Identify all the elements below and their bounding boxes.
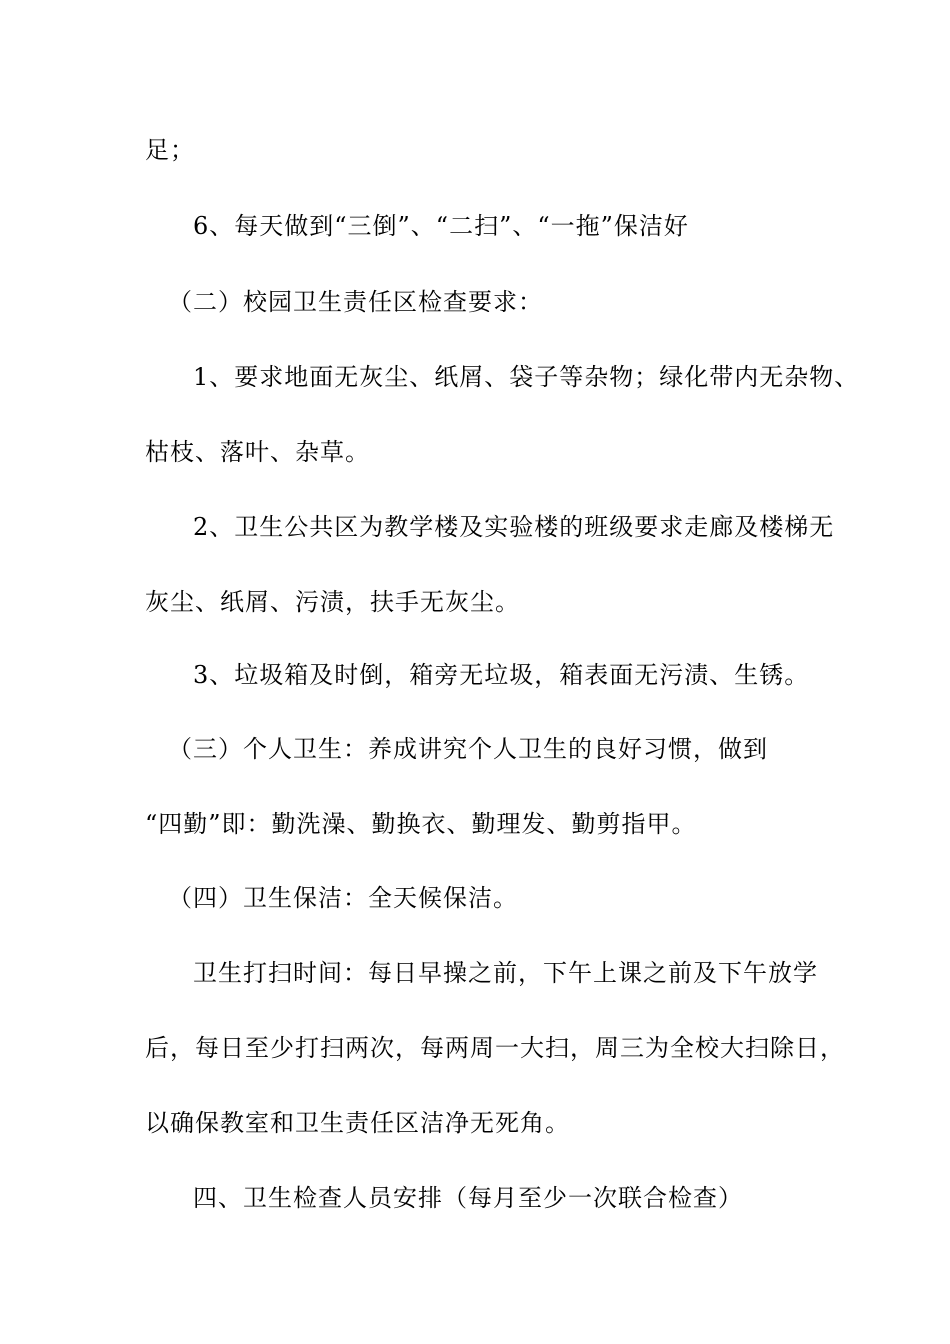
text-line-continuation: 足； [145, 136, 195, 164]
section-heading-4: （四）卫生保洁：全天候保洁。 [168, 884, 518, 912]
text-line-item-1: 1、要求地面无灰尘、纸屑、袋子等杂物；绿化带内无杂物、 [193, 363, 860, 391]
text-line-item-3: 3、垃圾箱及时倒，箱旁无垃圾，箱表面无污渍、生锈。 [193, 661, 810, 689]
text-line-item-6: 6、每天做到“三倒”、“二扫”、“一拖”保洁好 [193, 212, 689, 240]
section-heading-3-cont: “四勤”即：勤洗澡、勤换衣、勤理发、勤剪指甲。 [145, 810, 697, 838]
text-line-item-2: 2、卫生公共区为教学楼及实验楼的班级要求走廊及楼梯无 [193, 513, 835, 541]
text-line-cleaning-time: 卫生打扫时间：每日早操之前，下午上课之前及下午放学 [193, 959, 818, 987]
text-line-item-2-cont: 灰尘、纸屑、污渍，扶手无灰尘。 [145, 588, 520, 616]
section-heading-3: （三）个人卫生：养成讲究个人卫生的良好习惯，做到 [168, 735, 768, 763]
text-line-item-1-cont: 枯枝、落叶、杂草。 [145, 438, 370, 466]
section-heading-four: 四、卫生检查人员安排（每月至少一次联合检查） [193, 1184, 743, 1212]
text-line-cleaning-end: 以确保教室和卫生责任区洁净无死角。 [145, 1109, 570, 1137]
section-heading-2: （二）校园卫生责任区检查要求： [168, 288, 543, 316]
text-line-cleaning-cont: 后，每日至少打扫两次，每两周一大扫，周三为全校大扫除日， [145, 1034, 845, 1062]
